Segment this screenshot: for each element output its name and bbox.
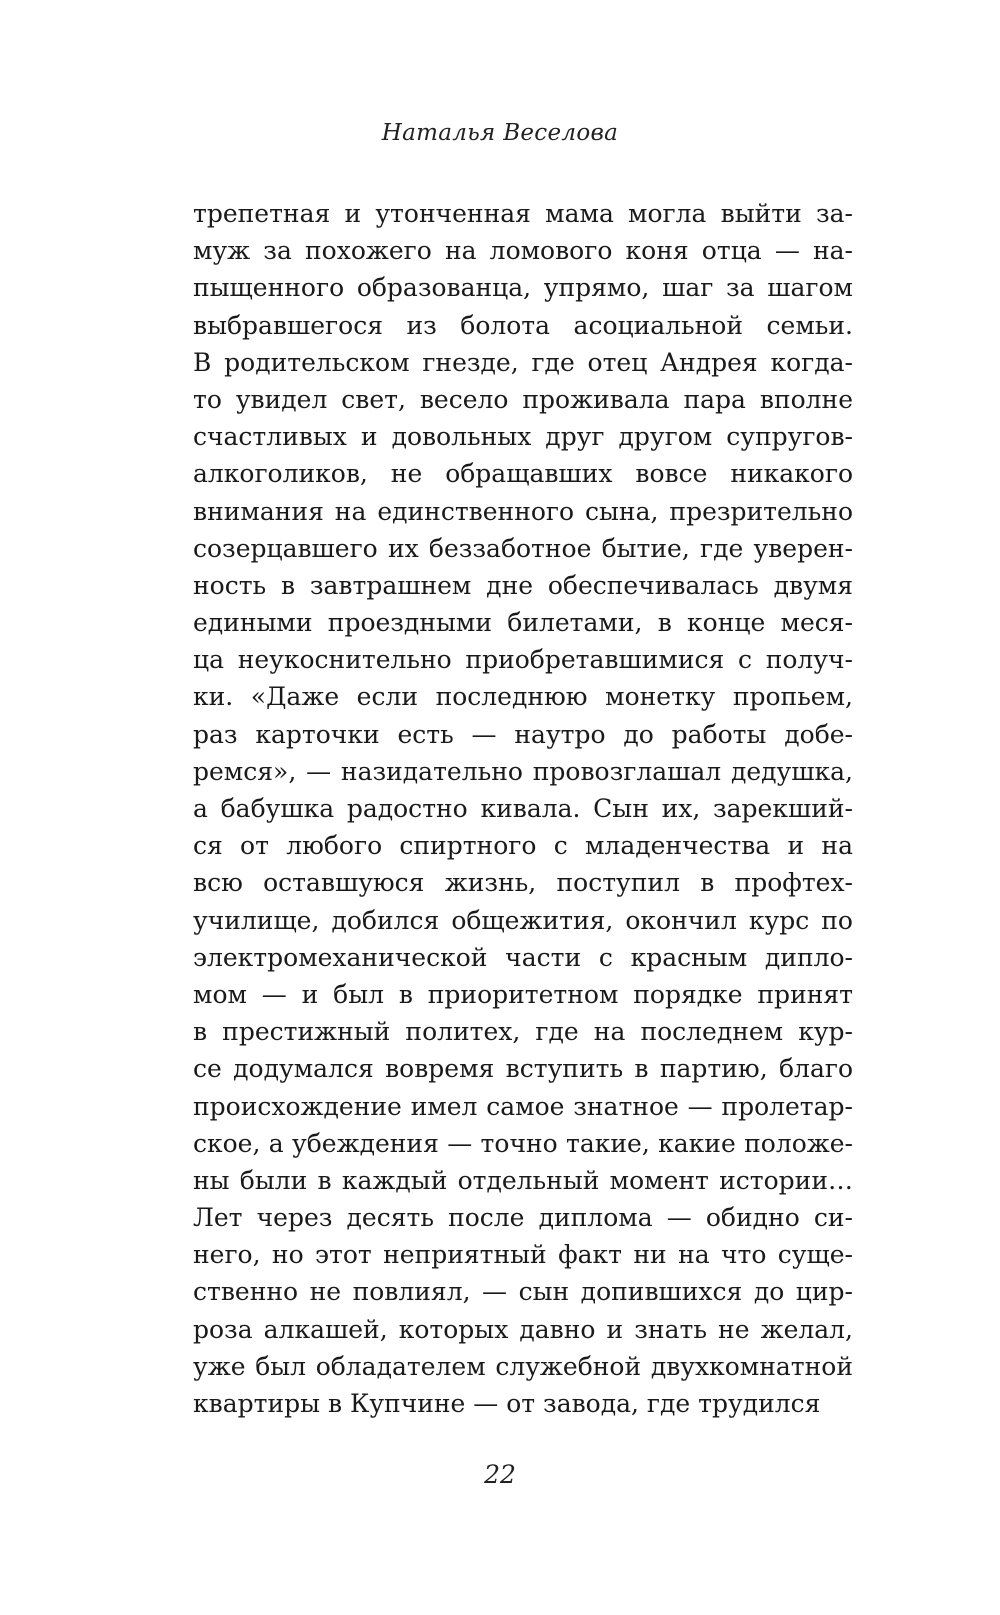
text-line: Лет через десять после диплома — обидно си- <box>193 1203 853 1233</box>
text-line: электромеханической части с красным дипло- <box>193 942 853 972</box>
text-line: училище, добился общежития, окончил курс по <box>193 905 853 935</box>
body-text <box>193 195 853 1422</box>
page-number: 22 <box>484 1460 516 1489</box>
text-line: происхождение имел самое знатное — пролетар- <box>193 1091 853 1121</box>
text-line: всю оставшуюся жизнь, поступил в профтех- <box>193 868 853 898</box>
text-line: него, но этот неприятный факт ни на что суще- <box>193 1240 853 1270</box>
text-line: внимания на единственного сына, презрительно <box>193 496 853 526</box>
text-line: ся от любого спиртного с младенчества и на <box>193 831 853 861</box>
text-line: трепетная и утонченная мама могла выйти за- <box>193 199 853 228</box>
text-line: ца неукоснительно приобретавшимися с получ- <box>193 645 853 675</box>
text-line: мом — и был в приоритетном порядке принят <box>193 979 853 1009</box>
running-head-author: Наталья Веселова <box>381 120 619 146</box>
text-line: ны были в каждый отдельный момент истории… <box>193 1165 853 1195</box>
text-line: ское, а убеждения — точно такие, какие положе- <box>193 1128 853 1158</box>
text-line: в престижный политех, где на последнем кур- <box>193 1017 853 1047</box>
text-line: пыщенного образованца, упрямо, шаг за шагом <box>193 273 853 303</box>
text-line: едиными проездными билетами, в конце меся- <box>193 608 853 638</box>
text-line: ки. «Даже если последнюю монетку пропьем, <box>193 682 853 712</box>
text-line: ность в завтрашнем дне обеспечивалась двумя <box>193 570 853 600</box>
text-line: счастливых и довольных друг другом супругов- <box>193 422 853 452</box>
text-line: ремся», — назидательно провозглашал дедушка, <box>193 756 853 786</box>
text-line: алкоголиков, не обращавших вовсе никакого <box>193 459 853 489</box>
text-line: квартиры в Купчине — от завода, где трудился <box>193 1389 821 1418</box>
text-line: выбравшегося из болота асоциальной семьи. <box>193 310 853 340</box>
text-line: муж за похожего на ломового коня отца — на- <box>193 236 853 266</box>
text-line: се додумался вовремя вступить в партию, благо <box>193 1054 853 1084</box>
text-line: то увидел свет, весело проживала пара вполне <box>193 384 853 414</box>
text-line: а бабушка радостно кивала. Сын их, зарекший- <box>193 794 853 823</box>
text-line: раз карточки есть — наутро до работы добе- <box>193 719 853 749</box>
text-line: созерцавшего их беззаботное бытие, где уверен- <box>193 533 853 563</box>
text-line: роза алкашей, которых давно и знать не желал, <box>193 1314 853 1344</box>
text-line: уже был обладателем служебной двухкомнатной <box>193 1351 853 1381</box>
text-line: ственно не повлиял, — сын допившихся до цир- <box>193 1277 853 1307</box>
text-line: В родительском гнезде, где отец Андрея когда- <box>193 347 853 377</box>
